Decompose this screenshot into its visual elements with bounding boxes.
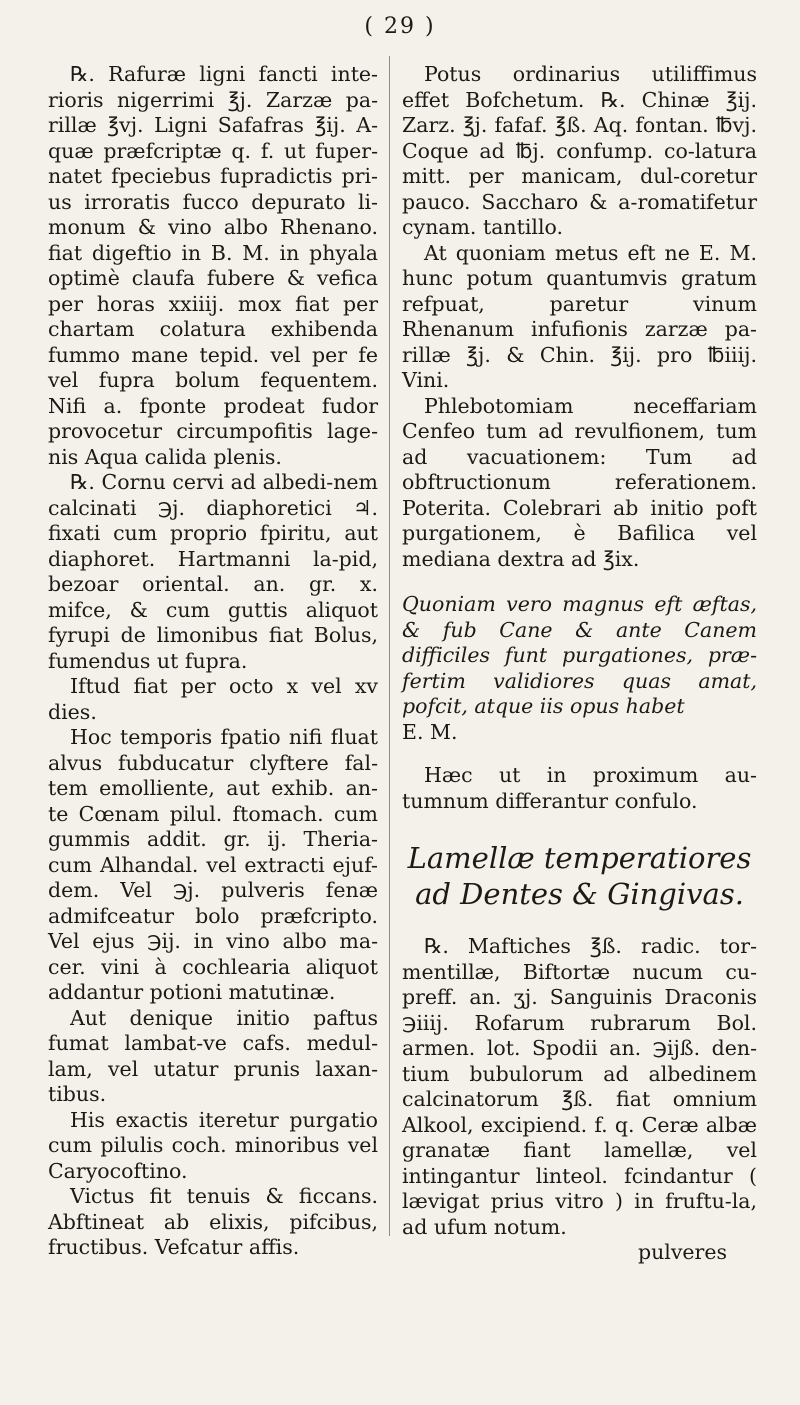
autumn-paragraph: Hæc ut in proximum au-tumnum differantur confulo. <box>402 763 757 813</box>
left-column <box>48 62 378 1261</box>
recipe-paragraph: ℞. Rafuræ ligni fancti inte-rioris nigerrimi ℥j. Zarzæ pa-rillæ ℥vj. Ligni Safafras ℥ij. A-quæ præfcriptæ q. f. ut fuper-natet fpeciebus fupradictis pri-us irroratis fucco depurato li-monum & vino albo Rhenano. fiat digeftio in B. M. in phyala optimè claufa fubere & vefica per horas xxiiij. mox fiat per chartam colatura exhibenda fummo mane tepid. vel per fe vel fupra bolum fequentem. Nifi a. fponte prodeat fudor provocetur circumpofitis lage-nis Aqua calida plenis. <box>48 62 378 469</box>
diet-paragraph: Victus fit tenuis & ficcans. Abftineat ab elixis, pifcibus, fructibus. Vefcatur affis. <box>48 1184 378 1259</box>
bolus-paragraph: ℞. Cornu cervi ad albedi-nem calcinati ℈j. diaphoretici ♃. fixati cum proprio fpiritu, aut diaphoret. Hartmanni la-pid, bezoar oriental. an. gr. x. mifce, & cum guttis aliquot fyrupi de limonibus fiat Bolus, fumendus ut fupra. <box>48 470 378 673</box>
wine-paragraph: At quoniam metus eft ne E. M. hunc potum quantumvis gratum refpuat, paretur vinum Rhenanum infufionis zarzæ pa-rillæ ℥j. & Chin. ℥ij. pro ℔iiij. Vini. <box>402 240 757 392</box>
column-divider <box>389 56 390 1236</box>
right-column <box>402 62 757 1266</box>
section-heading: Lamellæ temperatiores ad Dentes & Gingivas. <box>407 841 752 911</box>
clyster-paragraph: Hoc temporis fpatio nifi fluat alvus fubducatur clyftere fal-tem emolliente, aut exhib. an-te Cœnam pilul. ftomach. cum gummis addit. gr. ij. Theria-cum Alhandal. vel extracti ejuf-dem. Vel ℈j. pulveris fenæ admifceatur bolo præfcripto. Vel ejus ℈ij. in vino albo ma-cer. vini à cochlearia aliquot addantur potioni matutinæ. <box>48 725 378 1004</box>
duration-paragraph: Iftud fiat per octo x vel xv dies. <box>48 674 378 724</box>
catchword: pulveres <box>637 1240 727 1264</box>
signature: E. M. <box>402 719 458 744</box>
drink-paragraph: Potus ordinarius utiliffimus effet Bofchetum. ℞. Chinæ ℥ij. Zarz. ℥j. fafaf. ℥ß. Aq. fontan. ℔vj. Coque ad ℔j. confump. co-latura mitt. per manicam, dul-coretur pauco. Saccharo & a-romatifetur cynam. tantillo. <box>402 62 757 239</box>
purgation-paragraph: His exactis iteretur purgatio cum pilulis coch. minoribus vel Caryocoftino. <box>48 1107 378 1183</box>
lamellae-recipe: ℞. Maftiches ℥ß. radic. tor-mentillæ, Biftortæ nucum cu-preff. an. ʒj. Sanguinis Draconis ℈iiij. Rofarum rubrarum Bol. armen. lot. Spodii an. ℈ijß. den-tium bubulorum ad albedinem calcinatorum ℥ß. fiat omnium Alkool, excipiend. f. q. Ceræ albæ granatæ fiant lamellæ, vel intingantur linteol. fcindantur ( lævigat prius vitro ) in fruftu-la, ad ufum notum. <box>402 934 757 1239</box>
page-number: ( 29 ) <box>364 14 436 39</box>
italic-quote: Quoniam vero magnus eft æftas, & fub Cane & ante Canem difficiles funt purgationes, præ-fertim validiores quas amat, pofcit, atque iis opus habet <box>402 592 757 718</box>
laxative-paragraph: Aut denique initio paftus fumat lambat-ve cafs. medul-lam, vel utatur prunis laxan-tibus. <box>48 1005 378 1106</box>
phlebotomy-paragraph: Phlebotomiam neceffariam Cenfeo tum ad revulfionem, tum ad vacuationem: Tum ad obftructionum referationem. Poterita. Colebrari ab initio poft purgationem, è Bafilica vel mediana dextra ad ℥ix. <box>402 393 757 571</box>
